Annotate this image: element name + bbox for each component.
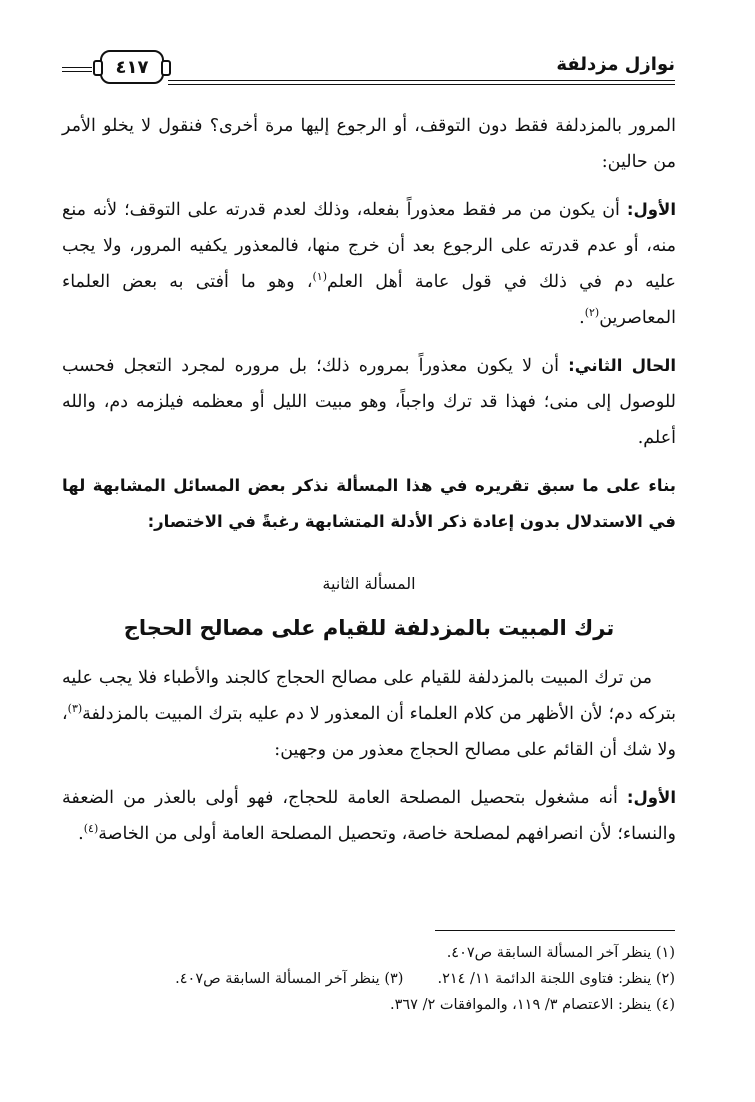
section-number: المسألة الثانية [322, 574, 416, 593]
paragraph-4: بناء على ما سبق تقريره في هذا المسألة نذكر بعض المسائل المشابهة لها في الاستدلال بدون إعادة ذكر الأدلة المتشابهة رغبةً في الاختصار: [62, 476, 676, 531]
paragraph-6-text: أنه مشغول بتحصيل المصلحة العامة للحجاج، فهو أولى بالعذر من الضعفة والنساء؛ لأن انصرافهم لمصلحة خاصة، وتحصيل المصلحة العامة أولى من الخاصة [62, 788, 676, 844]
section-title: ترك المبيت بالمزدلفة للقيام على مصالح الحجاج [123, 616, 615, 640]
footnote-1: (١) ينظر آخر المسألة السابقة ص٤٠٧. [446, 945, 675, 961]
paragraph-3-text: أن لا يكون معذوراً بمروره ذلك؛ بل مروره لمجرد التعجل فحسب للوصول إلى منى؛ فهذا قد ترك واجباً، وهو مبيت الليل أو معظمه فيلزمه دم، والله أعلم. [62, 356, 676, 448]
page-number-badge [100, 50, 164, 84]
paragraph-6-end: . [78, 824, 84, 844]
header-rule-left [62, 67, 92, 72]
page-number: ٤١٧ [115, 56, 149, 78]
footnotes [75, 940, 675, 1018]
paragraph-2-mid: ، وهو ما أفتى به بعض العلماء المعاصرين [62, 272, 676, 328]
paragraph-1: المرور بالمزدلفة فقط دون التوقف، أو الرجوع إليها مرة أخرى؟ فنقول لا يخلو الأمر من حالين: [62, 116, 676, 172]
footnote-4: (٤) ينظر: الاعتصام ٣/ ١١٩، والموافقات ٢/ ٣٦٧. [390, 997, 675, 1013]
paragraph-2-text: أن يكون من مر فقط معذوراً بفعله، وذلك لعدم قدرته على التوقف؛ لأنه منع منه، أو عدم قدرته على الرجوع بعد أن خرج منها، فالمعذور يكفيه المرور، ولا يجب عليه دم في ذلك في قول عامة أهل العلم [62, 200, 676, 292]
footnote-ref-3: (٣) [67, 702, 83, 716]
footnote-ref-1: (١) [312, 270, 327, 284]
paragraph-5 [62, 660, 676, 768]
paragraph-6 [62, 780, 676, 852]
paragraph-5-text: من ترك المبيت بالمزدلفة للقيام على مصالح الحجاج كالجند والأطباء فلا يجب عليه بتركه دم؛ لأن الأظهر من كلام العلماء أن المعذور لا دم عليه بترك المبيت بالمزدلفة [62, 668, 676, 724]
footnote-row-2-3 [75, 966, 675, 992]
paragraph-3-lead: الحال الثاني: [568, 356, 676, 375]
page-header [60, 50, 675, 90]
paragraph-2-end: . [579, 308, 585, 328]
main-text [62, 108, 676, 864]
footnote-2: (٢) ينظر: فتاوى اللجنة الدائمة ١١/ ٢١٤. [437, 971, 675, 987]
paragraph-5-end: ، ولا شك أن القائم على مصالح الحجاج معذور من وجهين: [62, 704, 676, 760]
footnote-3: (٣) ينظر آخر المسألة السابقة ص٤٠٧. [175, 971, 404, 987]
header-rule [168, 80, 675, 85]
footnote-ref-2: (٢) [584, 306, 600, 320]
footnote-separator [435, 930, 675, 931]
paragraph-2-lead: الأول: [626, 200, 676, 219]
footnote-ref-4: (٤) [83, 822, 99, 836]
paragraph-2 [62, 192, 676, 336]
paragraph-6-lead: الأول: [626, 788, 676, 807]
running-title: نوازل مزدلفة [556, 54, 675, 75]
paragraph-3 [62, 348, 676, 456]
